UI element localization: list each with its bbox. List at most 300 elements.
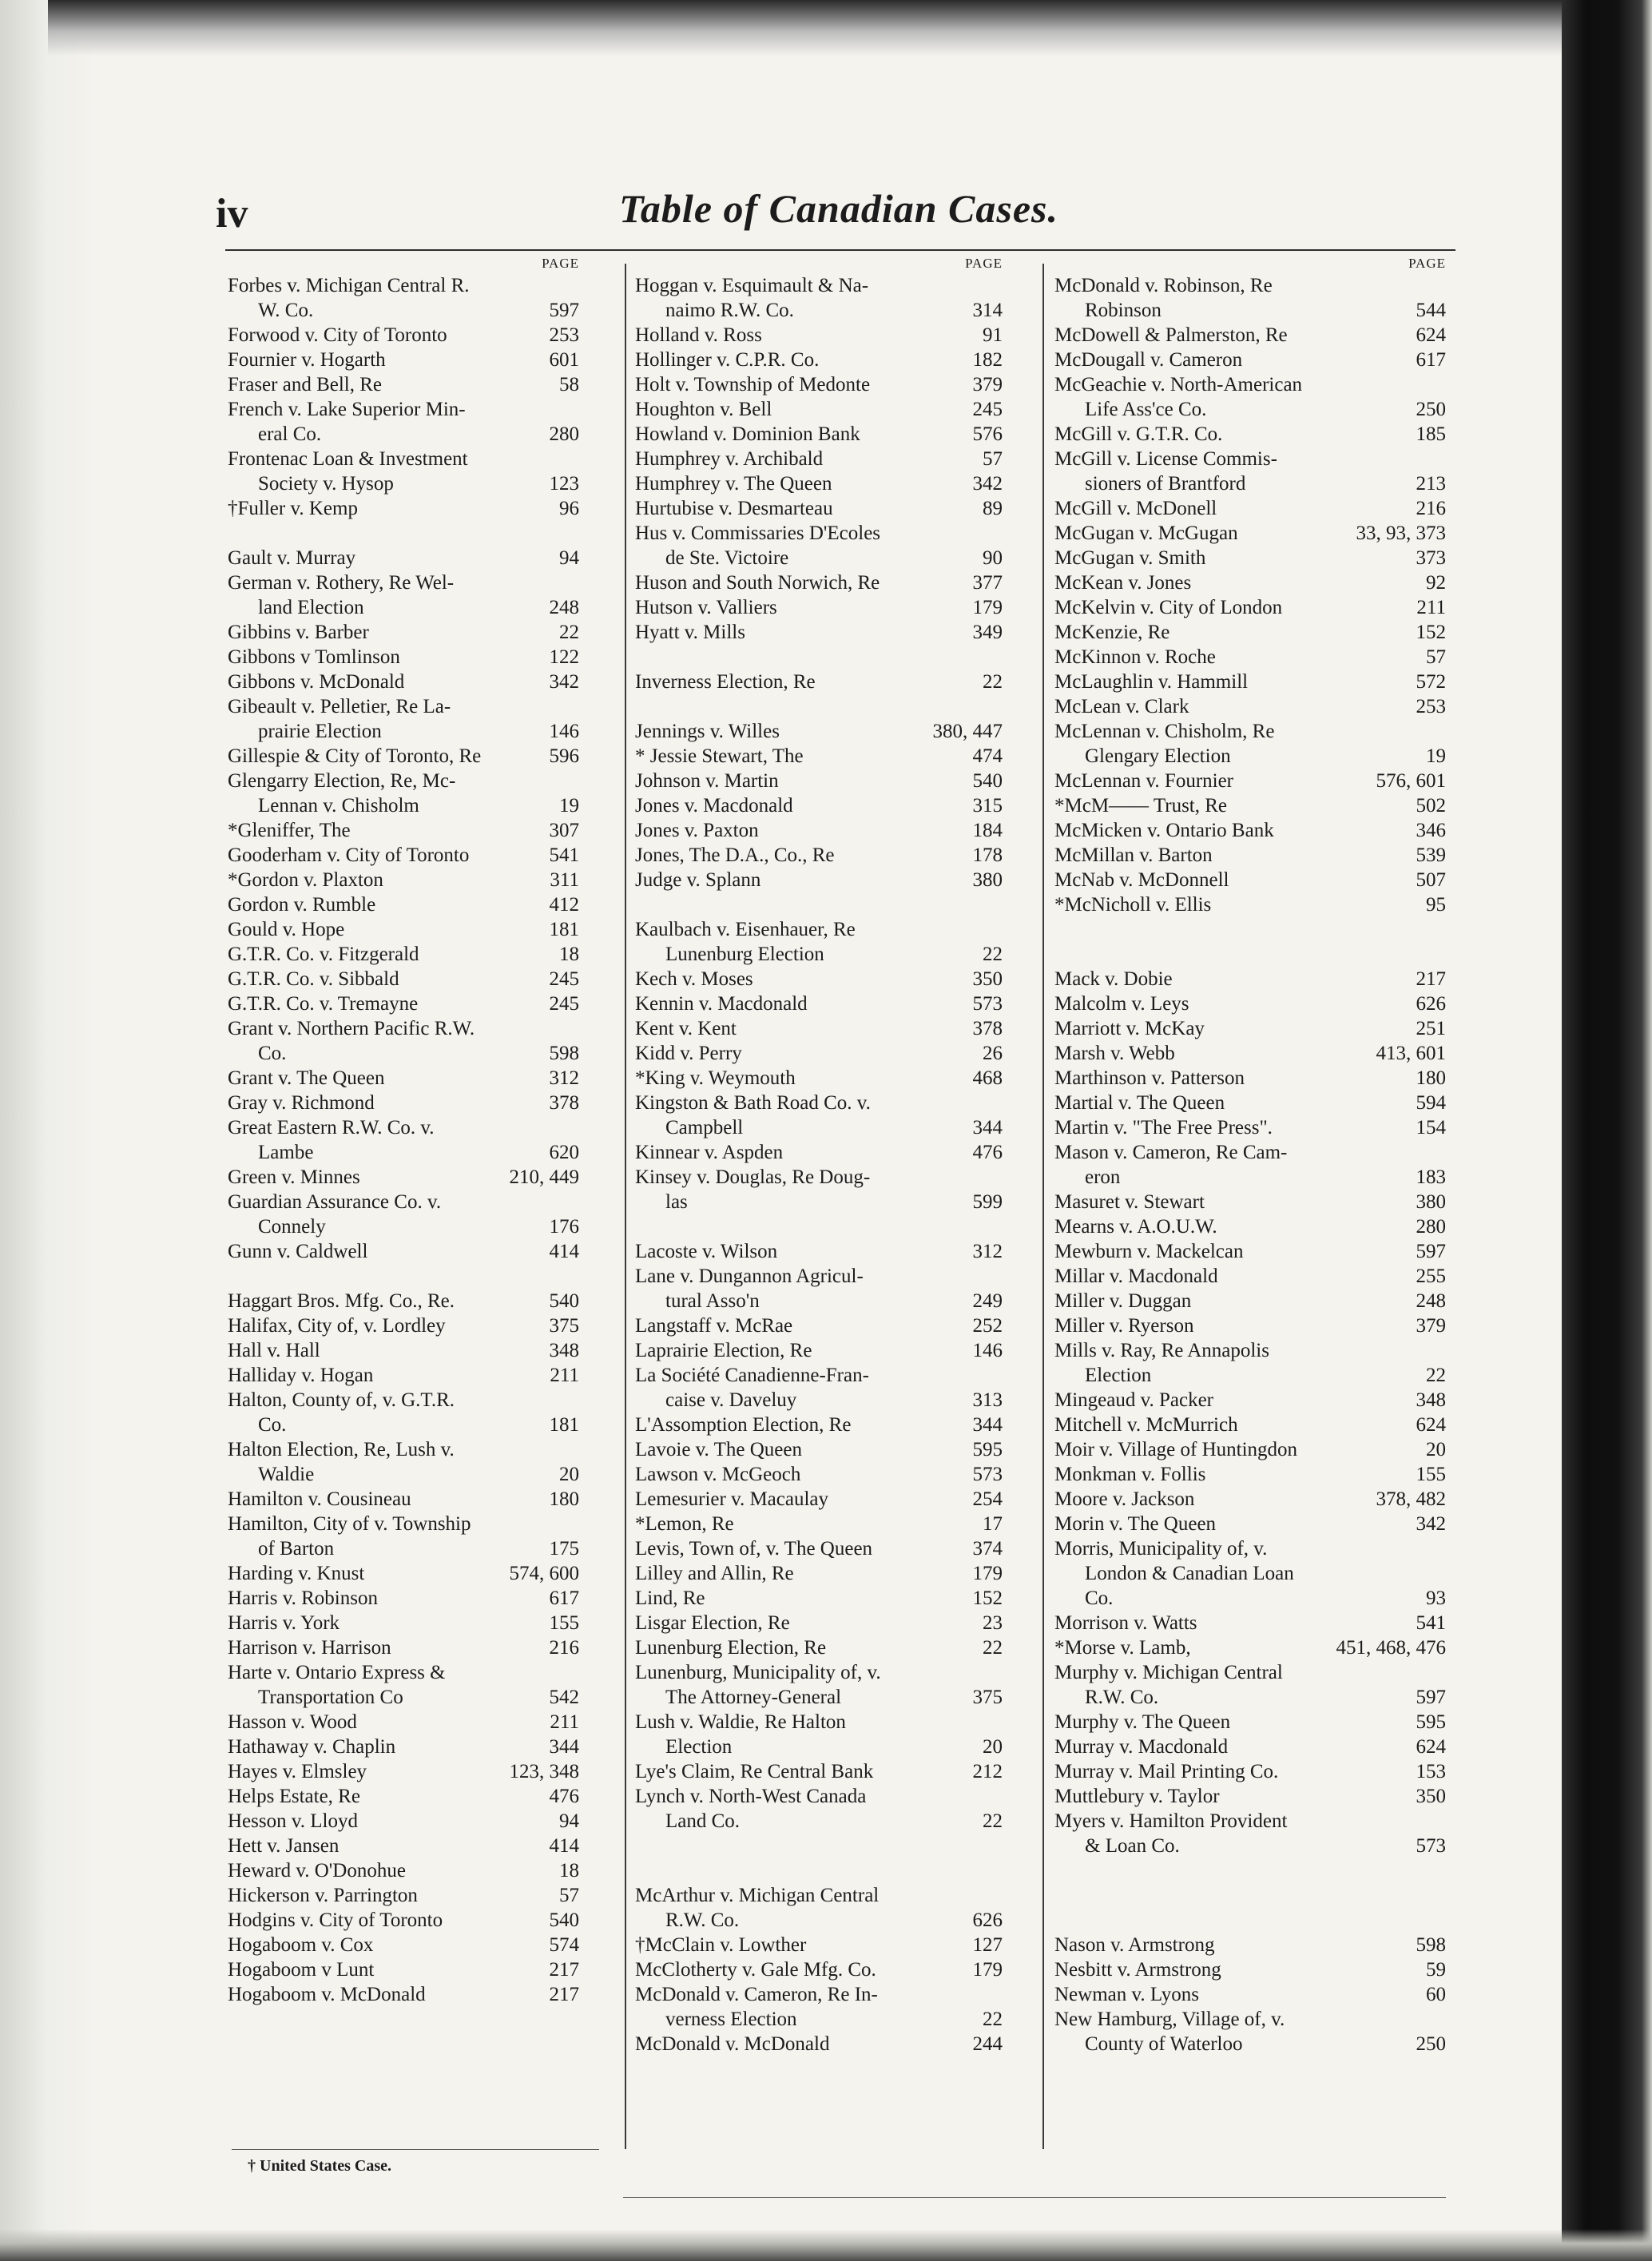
case-page-ref: 380 <box>972 869 1003 891</box>
case-name: Glengary Election <box>1085 745 1231 767</box>
case-name: Malcolm v. Leys <box>1054 993 1189 1015</box>
case-page-ref: 254 <box>972 1488 1003 1510</box>
case-entry <box>228 1165 579 1190</box>
case-entry <box>1054 793 1446 818</box>
case-entry <box>228 1957 579 1982</box>
case-entry <box>635 397 1003 422</box>
page-bottom-scan-edge <box>0 2229 1652 2261</box>
case-name: McGill v. License Commis- <box>1054 448 1277 470</box>
case-name: *Lemon, Re <box>635 1513 734 1535</box>
footnote: † United States Case. <box>248 2157 391 2175</box>
case-name: G.T.R. Co. v. Sibbald <box>228 968 399 990</box>
case-entry <box>635 1487 1003 1512</box>
case-page-ref: 412 <box>549 894 579 916</box>
case-page-ref: 280 <box>549 423 579 445</box>
case-entry <box>228 1041 579 1066</box>
case-entry <box>228 1487 579 1512</box>
case-page-ref: 181 <box>549 1414 579 1436</box>
case-entry <box>228 471 579 496</box>
case-name: Morrison v. Watts <box>1054 1612 1197 1634</box>
case-entry <box>635 1908 1003 1933</box>
column-page-label: PAGE <box>965 256 1003 271</box>
case-entry <box>228 1214 579 1239</box>
case-name: eron <box>1085 1166 1121 1188</box>
case-entry <box>1054 372 1446 397</box>
case-name: Lunenburg Election, Re <box>635 1637 827 1659</box>
index-column-2 <box>635 254 1003 2056</box>
case-name: Gould v. Hope <box>228 919 345 940</box>
spacer <box>1054 1908 1446 1933</box>
case-name: Murray v. Macdonald <box>1054 1736 1229 1758</box>
case-name: Lye's Claim, Re Central Bank <box>635 1761 874 1782</box>
case-page-ref: 541 <box>1416 1612 1446 1634</box>
case-entry <box>1054 1165 1446 1190</box>
case-name: McDonald v. Robinson, Re <box>1054 275 1273 296</box>
case-entry <box>635 595 1003 620</box>
case-page-ref: 595 <box>1416 1711 1446 1733</box>
case-page-ref: 96 <box>559 498 579 519</box>
case-name: Grant v. Northern Pacific R.W. <box>228 1018 475 1039</box>
case-name: *Morse v. Lamb, <box>1054 1637 1191 1659</box>
case-name: Hogaboom v Lunt <box>228 1959 375 1981</box>
case-page-ref: 181 <box>549 919 579 940</box>
case-page-ref: 19 <box>559 795 579 817</box>
case-entry <box>1054 422 1446 447</box>
case-entry <box>1054 719 1446 744</box>
case-name: Co. <box>1085 1587 1114 1609</box>
case-name: Laprairie Election, Re <box>635 1340 812 1361</box>
case-name: Mason v. Cameron, Re Cam- <box>1054 1142 1288 1163</box>
case-name: McDonald v. Cameron, Re In- <box>635 1984 878 2005</box>
case-name: Miller v. Duggan <box>1054 1290 1192 1312</box>
case-page-ref: 414 <box>549 1835 579 1857</box>
case-page-ref: 89 <box>983 498 1003 519</box>
case-name: Lush v. Waldie, Re Halton <box>635 1711 846 1733</box>
case-page-ref: 211 <box>550 1365 579 1386</box>
case-entry <box>228 1883 579 1908</box>
case-entry <box>635 1586 1003 1611</box>
case-page-ref: 95 <box>1426 894 1446 916</box>
case-page-ref: 414 <box>549 1241 579 1262</box>
page-left-margin-shadow <box>0 0 96 2261</box>
case-page-ref: 90 <box>983 547 1003 569</box>
case-name: Helps Estate, Re <box>228 1786 360 1807</box>
case-entry <box>635 1190 1003 1214</box>
case-entry <box>635 570 1003 595</box>
spacer <box>635 645 1003 670</box>
case-name: McGugan v. Smith <box>1054 547 1206 569</box>
case-page-ref: 93 <box>1426 1587 1446 1609</box>
case-entry <box>635 1239 1003 1264</box>
case-entry <box>635 2007 1003 2032</box>
case-page-ref: 626 <box>972 1909 1003 1931</box>
case-entry <box>228 1834 579 1858</box>
case-name: *McM—— Trust, Re <box>1054 795 1228 817</box>
case-name: Gault v. Murray <box>228 547 356 569</box>
case-name: Co. <box>258 1414 287 1436</box>
case-entry <box>635 496 1003 521</box>
case-entry <box>228 620 579 645</box>
case-name: Hoggan v. Esquimault & Na- <box>635 275 869 296</box>
case-entry <box>635 1066 1003 1091</box>
case-name: Gibbins v. Barber <box>228 622 369 643</box>
case-name: Gibbons v. McDonald <box>228 671 405 693</box>
case-entry <box>228 1512 579 1536</box>
case-page-ref: 57 <box>559 1885 579 1906</box>
case-name: Johnson v. Martin <box>635 770 779 792</box>
case-page-ref: 573 <box>1416 1835 1446 1857</box>
case-name: McNab v. McDonnell <box>1054 869 1229 891</box>
case-page-ref: 598 <box>1416 1934 1446 1956</box>
case-name: Lilley and Allin, Re <box>635 1563 794 1584</box>
case-entry <box>1054 1487 1446 1512</box>
case-name: County of Waterloo <box>1085 2033 1243 2055</box>
case-page-ref: 146 <box>972 1340 1003 1361</box>
case-entry <box>228 645 579 670</box>
case-page-ref: 123 <box>549 473 579 495</box>
case-entry <box>228 1066 579 1091</box>
case-name: Kinsey v. Douglas, Re Doug- <box>635 1166 871 1188</box>
spacer <box>1054 1858 1446 1883</box>
case-page-ref: 155 <box>549 1612 579 1634</box>
book-spine-shadow <box>1562 0 1652 2261</box>
case-page-ref: 245 <box>972 399 1003 420</box>
case-page-ref: 597 <box>549 300 579 321</box>
case-entry <box>635 620 1003 645</box>
case-entry <box>228 719 579 744</box>
case-name: Levis, Town of, v. The Queen <box>635 1538 873 1560</box>
case-page-ref: 574 <box>549 1934 579 1956</box>
case-entry <box>1054 1784 1446 1809</box>
case-name: Halton, County of, v. G.T.R. <box>228 1389 455 1411</box>
case-page-ref: 597 <box>1416 1687 1446 1708</box>
case-name: McMicken v. Ontario Bank <box>1054 820 1274 841</box>
case-page-ref: 375 <box>972 1687 1003 1708</box>
case-page-ref: 344 <box>549 1736 579 1758</box>
case-entry <box>1054 1957 1446 1982</box>
case-page-ref: 180 <box>549 1488 579 1510</box>
case-page-ref: 57 <box>1426 646 1446 668</box>
index-column-1 <box>228 254 579 2007</box>
column-page-label: PAGE <box>542 256 579 271</box>
case-name: * Jessie Stewart, The <box>635 745 804 767</box>
case-page-ref: 20 <box>983 1736 1003 1758</box>
case-entry <box>1054 2007 1446 2032</box>
case-name: Moir v. Village of Huntingdon <box>1054 1439 1298 1460</box>
case-page-ref: 573 <box>972 993 1003 1015</box>
case-entry <box>1054 1041 1446 1066</box>
case-entry <box>228 670 579 694</box>
case-entry <box>635 1759 1003 1784</box>
case-name: Miller v. Ryerson <box>1054 1315 1194 1337</box>
case-name: Marthinson v. Patterson <box>1054 1067 1245 1089</box>
page-title: Table of Canadian Cases. <box>618 186 1058 231</box>
case-page-ref: 184 <box>972 820 1003 841</box>
case-name: Lisgar Election, Re <box>635 1612 790 1634</box>
case-page-ref: 249 <box>972 1290 1003 1312</box>
case-entry <box>1054 1091 1446 1115</box>
case-name: Jennings v. Willes <box>635 721 780 742</box>
case-page-ref: 248 <box>549 597 579 618</box>
case-page-ref: 253 <box>1416 696 1446 717</box>
case-entry <box>635 991 1003 1016</box>
column-divider <box>625 264 626 2149</box>
case-entry <box>228 1660 579 1685</box>
case-name: McMillan v. Barton <box>1054 844 1213 866</box>
case-name: London & Canadian Loan <box>1085 1563 1294 1584</box>
case-page-ref: 540 <box>549 1290 579 1312</box>
case-entry <box>228 1462 579 1487</box>
case-name: Lennan v. Chisholm <box>258 795 419 817</box>
case-entry <box>228 397 579 422</box>
case-name: Hall v. Hall <box>228 1340 320 1361</box>
case-name: Humphrey v. Archibald <box>635 448 824 470</box>
case-entry <box>228 694 579 719</box>
case-name: McGill v. G.T.R. Co. <box>1054 423 1223 445</box>
column-page-label: PAGE <box>1408 256 1446 271</box>
case-page-ref: 312 <box>549 1067 579 1089</box>
case-page-ref: 183 <box>1416 1166 1446 1188</box>
case-page-ref: 344 <box>972 1117 1003 1138</box>
case-entry <box>1054 868 1446 892</box>
case-entry <box>228 942 579 967</box>
case-page-ref: 248 <box>1416 1290 1446 1312</box>
case-entry <box>635 1115 1003 1140</box>
case-entry <box>635 744 1003 769</box>
case-entry <box>1054 298 1446 323</box>
case-list <box>635 273 1003 2056</box>
case-page-ref: 373 <box>1416 547 1446 569</box>
case-name: McDougall v. Cameron <box>1054 349 1243 371</box>
case-name: tural Asso'n <box>665 1290 760 1312</box>
spacer <box>635 694 1003 719</box>
case-page-ref: 18 <box>559 944 579 965</box>
case-page-ref: 378 <box>972 1018 1003 1039</box>
case-entry <box>635 1041 1003 1066</box>
case-entry <box>228 744 579 769</box>
case-page-ref: 451, 468, 476 <box>1336 1637 1446 1659</box>
case-name: Gibeault v. Pelletier, Re La- <box>228 696 451 717</box>
page-header <box>216 185 1462 241</box>
case-entry <box>635 1388 1003 1413</box>
case-name: McKenzie, Re <box>1054 622 1170 643</box>
case-name: G.T.R. Co. v. Fitzgerald <box>228 944 419 965</box>
case-name: Kent v. Kent <box>635 1018 737 1039</box>
case-page-ref: 476 <box>972 1142 1003 1163</box>
case-page-ref: 20 <box>559 1464 579 1485</box>
case-entry <box>1054 1140 1446 1165</box>
case-name: Langstaff v. McRae <box>635 1315 793 1337</box>
case-page-ref: 250 <box>1416 399 1446 420</box>
case-page-ref: 379 <box>1416 1315 1446 1337</box>
case-name: Hayes v. Elmsley <box>228 1761 367 1782</box>
case-name: *King v. Weymouth <box>635 1067 796 1089</box>
page-number: iv <box>216 191 248 236</box>
case-page-ref: 91 <box>983 324 1003 346</box>
case-name: Gillespie & City of Toronto, Re <box>228 745 482 767</box>
case-entry <box>1054 1190 1446 1214</box>
case-name: Humphrey v. The Queen <box>635 473 832 495</box>
case-page-ref: 23 <box>983 1612 1003 1634</box>
index-column-3 <box>1054 254 1446 2056</box>
case-name: Hett v. Jansen <box>228 1835 340 1857</box>
case-name: Waldie <box>258 1464 315 1485</box>
case-page-ref: 26 <box>983 1043 1003 1064</box>
case-entry <box>1054 397 1446 422</box>
case-entry <box>1054 1264 1446 1289</box>
case-entry <box>635 942 1003 967</box>
case-entry <box>635 818 1003 843</box>
case-entry <box>1054 447 1446 471</box>
case-name: Huson and South Norwich, Re <box>635 572 880 594</box>
case-name: Gunn v. Caldwell <box>228 1241 368 1262</box>
case-name: W. Co. <box>258 300 314 321</box>
case-entry <box>635 719 1003 744</box>
case-page-ref: 182 <box>972 349 1003 371</box>
case-name: Great Eastern R.W. Co. v. <box>228 1117 435 1138</box>
case-entry <box>635 1784 1003 1809</box>
case-name: †Fuller v. Kemp <box>228 498 358 519</box>
case-page-ref: 22 <box>983 1810 1003 1832</box>
case-entry <box>635 1313 1003 1338</box>
case-entry <box>635 1363 1003 1388</box>
case-name: Mearns v. A.O.U.W. <box>1054 1216 1217 1238</box>
case-name: Masuret v. Stewart <box>1054 1191 1205 1213</box>
case-name: McKean v. Jones <box>1054 572 1192 594</box>
case-name: Halton Election, Re, Lush v. <box>228 1439 455 1460</box>
case-entry <box>635 1338 1003 1363</box>
case-page-ref: 94 <box>559 1810 579 1832</box>
case-name: Robinson <box>1085 300 1162 321</box>
case-entry <box>228 1784 579 1809</box>
case-entry <box>228 793 579 818</box>
case-entry <box>635 1091 1003 1115</box>
case-entry <box>1054 769 1446 793</box>
spacer <box>635 1214 1003 1239</box>
case-page-ref: 60 <box>1426 1984 1446 2005</box>
case-name: Green v. Minnes <box>228 1166 360 1188</box>
page-top-scan-edge <box>48 0 1614 56</box>
case-name: McLennan v. Fournier <box>1054 770 1234 792</box>
case-name: Gooderham v. City of Toronto <box>228 844 470 866</box>
case-entry <box>635 1413 1003 1437</box>
case-entry <box>635 2032 1003 2056</box>
case-entry <box>1054 843 1446 868</box>
case-page-ref: 179 <box>972 597 1003 618</box>
case-name: Muttlebury v. Taylor <box>1054 1786 1220 1807</box>
case-entry <box>228 1933 579 1957</box>
case-entry <box>1054 273 1446 298</box>
case-name: Kech v. Moses <box>635 968 753 990</box>
case-entry <box>635 298 1003 323</box>
case-entry <box>1054 620 1446 645</box>
case-page-ref: 122 <box>549 646 579 668</box>
case-entry <box>635 1710 1003 1734</box>
case-entry <box>228 1685 579 1710</box>
case-page-ref: 597 <box>1416 1241 1446 1262</box>
case-name: Jones v. Macdonald <box>635 795 793 817</box>
case-entry <box>635 1289 1003 1313</box>
case-entry <box>1054 1586 1446 1611</box>
case-page-ref: 314 <box>972 300 1003 321</box>
case-entry <box>228 570 579 595</box>
case-entry <box>228 1858 579 1883</box>
spacer <box>228 521 579 546</box>
case-page-ref: 342 <box>1416 1513 1446 1535</box>
case-entry <box>635 1536 1003 1561</box>
case-name: las <box>665 1191 688 1213</box>
case-entry <box>1054 744 1446 769</box>
case-name: Martin v. "The Free Press". <box>1054 1117 1273 1138</box>
case-page-ref: 617 <box>549 1587 579 1609</box>
case-name: Forwood v. City of Toronto <box>228 324 447 346</box>
case-name: Marsh v. Webb <box>1054 1043 1175 1064</box>
case-name: Gray v. Richmond <box>228 1092 375 1114</box>
case-page-ref: 307 <box>549 820 579 841</box>
case-entry <box>1054 570 1446 595</box>
case-name: Heward v. O'Donohue <box>228 1860 406 1882</box>
case-entry <box>1054 1685 1446 1710</box>
case-page-ref: 576, 601 <box>1376 770 1446 792</box>
case-entry <box>1054 595 1446 620</box>
case-name: *Gordon v. Plaxton <box>228 869 383 891</box>
case-name: Hickerson v. Parrington <box>228 1885 418 1906</box>
case-entry <box>635 1957 1003 1982</box>
case-entry <box>228 1115 579 1140</box>
case-name: Fraser and Bell, Re <box>228 374 383 395</box>
case-entry <box>1054 1536 1446 1561</box>
case-page-ref: 253 <box>549 324 579 346</box>
case-entry <box>1054 1016 1446 1041</box>
case-page-ref: 311 <box>550 869 579 891</box>
case-entry <box>635 521 1003 546</box>
case-entry <box>635 1933 1003 1957</box>
case-entry <box>635 1883 1003 1908</box>
case-name: McArthur v. Michigan Central <box>635 1885 880 1906</box>
case-page-ref: 176 <box>549 1216 579 1238</box>
case-page-ref: 216 <box>1416 498 1446 519</box>
case-entry <box>635 1437 1003 1462</box>
case-entry <box>1054 1635 1446 1660</box>
case-entry <box>1054 1611 1446 1635</box>
case-entry <box>228 595 579 620</box>
case-name: McKelvin v. City of London <box>1054 597 1283 618</box>
case-name: Lynch v. North-West Canada <box>635 1786 867 1807</box>
case-name: Mack v. Dobie <box>1054 968 1173 990</box>
case-name: Inverness Election, Re <box>635 671 816 693</box>
spacer <box>228 1264 579 1289</box>
case-page-ref: 211 <box>550 1711 579 1733</box>
case-page-ref: 211 <box>1416 597 1446 618</box>
case-page-ref: 57 <box>983 448 1003 470</box>
case-name: Nason v. Armstrong <box>1054 1934 1215 1956</box>
case-entry <box>1054 1313 1446 1338</box>
case-entry <box>1054 1214 1446 1239</box>
case-entry <box>1054 323 1446 348</box>
case-entry <box>635 471 1003 496</box>
case-name: Forbes v. Michigan Central R. <box>228 275 470 296</box>
case-name: Hamilton, City of v. Township <box>228 1513 471 1535</box>
case-name: Connely <box>258 1216 326 1238</box>
case-entry <box>1054 991 1446 1016</box>
case-name: Lind, Re <box>635 1587 705 1609</box>
case-page-ref: 348 <box>1416 1389 1446 1411</box>
case-name: sioners of Brantford <box>1085 473 1246 495</box>
case-name: Transportation Co <box>258 1687 403 1708</box>
case-name: Lunenburg Election <box>665 944 824 965</box>
case-name: Lavoie v. The Queen <box>635 1439 802 1460</box>
case-name: Kaulbach v. Eisenhauer, Re <box>635 919 856 940</box>
